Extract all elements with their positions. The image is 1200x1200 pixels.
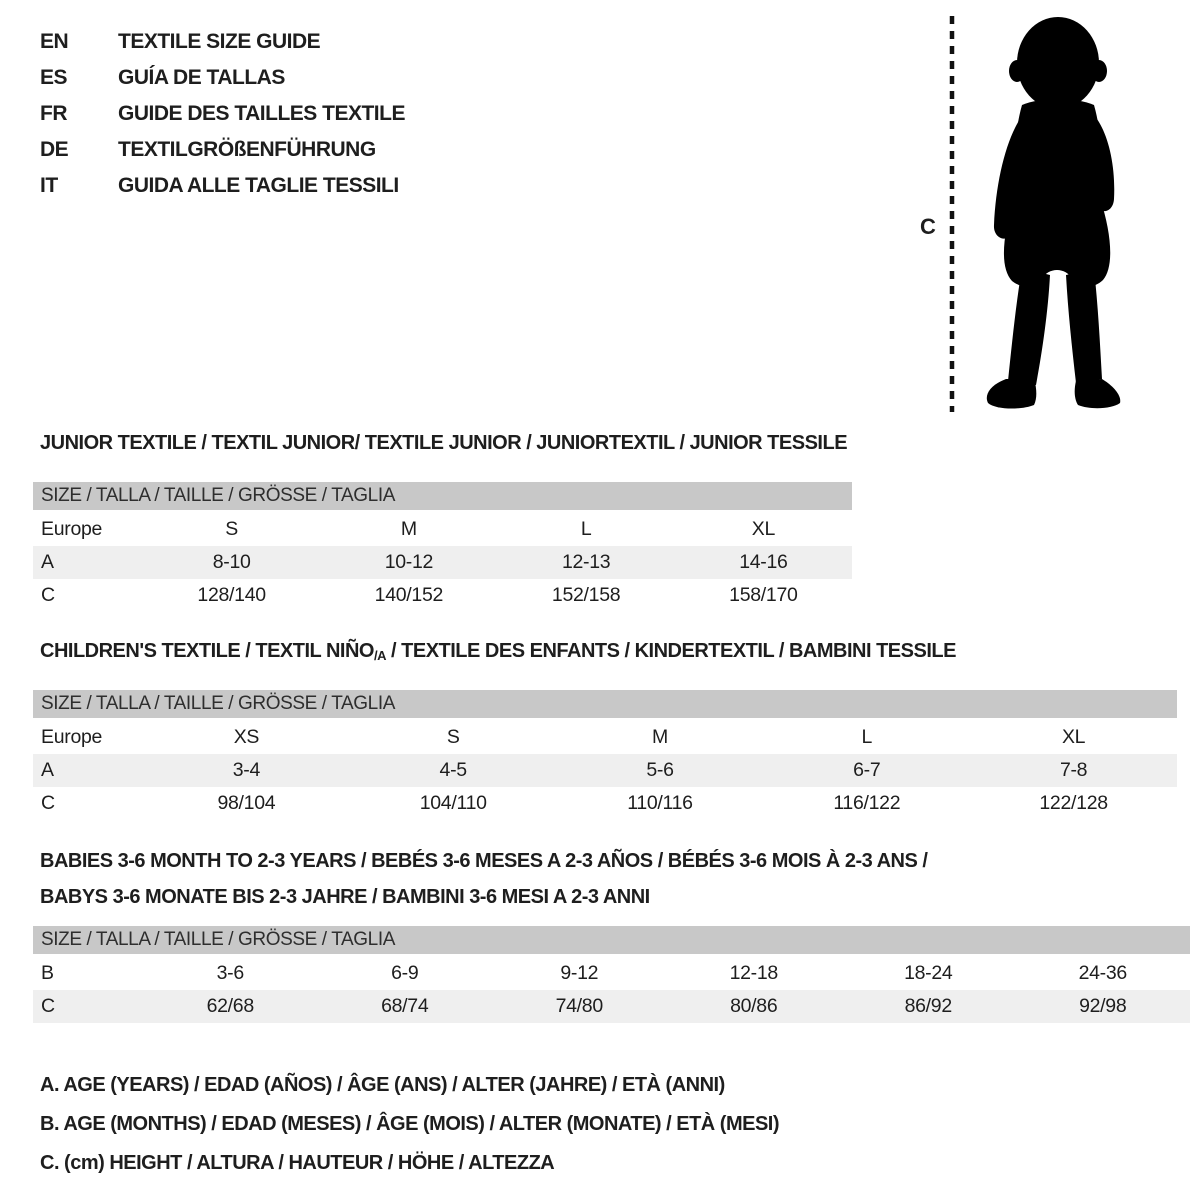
junior-table-rows [33, 513, 852, 612]
size-value-cell: 152/158 [551, 584, 621, 606]
size-table-row [33, 721, 1177, 754]
babies-size-table [33, 926, 1190, 1023]
size-value-cell: XS [233, 726, 260, 748]
row-label: C [41, 792, 55, 814]
guide-title: GUIDE DES TAILLES TEXTILE [118, 102, 405, 125]
language-row [40, 168, 405, 204]
size-header-bar: SIZE / TALLA / TAILLE / GRÖSSE / TAGLIA [33, 926, 1190, 954]
heading-subscript: /A [373, 648, 386, 663]
children-table-rows [33, 721, 1177, 820]
height-measure-figure [892, 8, 1160, 420]
size-value-cell: 12-13 [561, 551, 611, 573]
guide-title: GUÍA DE TALLAS [118, 66, 285, 89]
size-value-cell: 6-7 [853, 759, 881, 781]
row-label: A [41, 759, 54, 781]
size-table-row [33, 754, 1177, 787]
size-table-row [33, 990, 1190, 1023]
size-value-cell: 86/92 [904, 995, 952, 1017]
size-value-cell: 9-12 [560, 962, 599, 984]
guide-title: TEXTILE SIZE GUIDE [118, 30, 321, 53]
language-row [40, 96, 405, 132]
row-label: Europe [41, 518, 103, 540]
size-value-cell: S [446, 726, 460, 748]
size-value-cell: 116/122 [833, 792, 901, 814]
language-row [40, 132, 405, 168]
size-value-cell: 3-4 [232, 759, 261, 781]
legend-line-b: B. AGE (MONTHS) / EDAD (MESES) / ÂGE (MOIS) / ALTER (MONATE) / ETÀ (MESI) [40, 1113, 780, 1135]
size-value-cell: 110/116 [627, 792, 693, 814]
language-code: DE [40, 138, 69, 161]
size-value-cell: 80/86 [730, 995, 778, 1017]
size-value-cell: 98/104 [217, 792, 276, 814]
babies-table-rows [33, 957, 1190, 1023]
language-code: FR [40, 102, 67, 125]
size-value-cell: 62/68 [206, 995, 254, 1017]
size-value-cell: 24-36 [1078, 962, 1127, 984]
size-table-row [33, 546, 852, 579]
toddler-silhouette-icon [892, 8, 1160, 420]
size-value-cell: 7-8 [1059, 759, 1088, 781]
language-code: ES [40, 66, 68, 89]
size-value-cell: 10-12 [384, 551, 434, 573]
row-label: B [41, 962, 54, 984]
size-value-cell: 4-5 [439, 759, 467, 781]
size-value-cell: 5-6 [646, 759, 674, 781]
size-table-row [33, 957, 1190, 990]
language-code: EN [40, 30, 69, 53]
row-label: C [41, 584, 55, 606]
legend-line-a: A. AGE (YEARS) / EDAD (AÑOS) / ÂGE (ANS) / ALTER (JAHRE) / ETÀ (ANNI) [40, 1074, 725, 1096]
row-label: Europe [41, 726, 103, 748]
language-row [40, 60, 405, 96]
size-value-cell: M [652, 726, 668, 748]
heading-text: CHILDREN'S TEXTILE / TEXTIL NIÑO [40, 640, 374, 662]
legend-line-c: C. (cm) HEIGHT / ALTURA / HAUTEUR / HÖHE / ALTEZZA [40, 1152, 555, 1174]
guide-title: GUIDA ALLE TAGLIE TESSILI [118, 174, 399, 197]
row-label: C [41, 995, 55, 1017]
size-value-cell: 92/98 [1079, 995, 1127, 1017]
size-value-cell: L [861, 726, 873, 748]
size-table-row [33, 787, 1177, 820]
language-row [40, 24, 405, 60]
language-title-list [40, 24, 405, 204]
section-heading-babies [40, 843, 970, 915]
size-value-cell: 140/152 [374, 584, 444, 606]
size-value-cell: 128/140 [197, 584, 266, 606]
size-value-cell: S [225, 518, 238, 540]
heading-text: / TEXTILE DES ENFANTS / KINDERTEXTIL / BAMBINI TESSILE [385, 640, 956, 662]
size-value-cell: 18-24 [904, 962, 953, 984]
size-table-row [33, 513, 852, 546]
size-value-cell: 104/110 [419, 792, 487, 814]
size-value-cell: 68/74 [381, 995, 429, 1017]
heading-line-2: BABYS 3-6 MONATE BIS 2-3 JAHRE / BAMBINI 3-6 MESI A 2-3 ANNI [40, 886, 650, 908]
size-value-cell: L [580, 518, 592, 540]
size-value-cell: 3-6 [216, 962, 244, 984]
section-heading-junior: JUNIOR TEXTILE / TEXTIL JUNIOR/ TEXTILE JUNIOR / JUNIORTEXTIL / JUNIOR TESSILE [40, 432, 848, 454]
size-table-row [33, 579, 852, 612]
row-label: A [41, 551, 54, 573]
size-value-cell: 122/128 [1039, 792, 1108, 814]
size-value-cell: 158/170 [729, 584, 798, 606]
language-code: IT [40, 174, 58, 197]
size-value-cell: 8-10 [212, 551, 251, 573]
measurement-legend [40, 1066, 779, 1183]
size-value-cell: 14-16 [739, 551, 788, 573]
junior-size-table [33, 482, 852, 612]
size-value-cell: XL [751, 518, 775, 540]
size-value-cell: 12-18 [729, 962, 778, 984]
size-value-cell: XL [1061, 726, 1086, 748]
size-value-cell: M [400, 518, 417, 540]
size-header-bar: SIZE / TALLA / TAILLE / GRÖSSE / TAGLIA [33, 690, 1177, 718]
section-heading-children [40, 640, 956, 663]
height-measure-label: C [920, 214, 936, 239]
size-value-cell: 6-9 [391, 962, 419, 984]
guide-title: TEXTILGRÖßENFÜHRUNG [118, 138, 376, 161]
children-size-table [33, 690, 1177, 820]
size-value-cell: 74/80 [555, 995, 603, 1017]
size-header-bar: SIZE / TALLA / TAILLE / GRÖSSE / TAGLIA [33, 482, 852, 510]
heading-line-1: BABIES 3-6 MONTH TO 2-3 YEARS / BEBÉS 3-6 MESES A 2-3 AÑOS / BÉBÉS 3-6 MOIS À 2-3 ANS / [40, 850, 928, 872]
